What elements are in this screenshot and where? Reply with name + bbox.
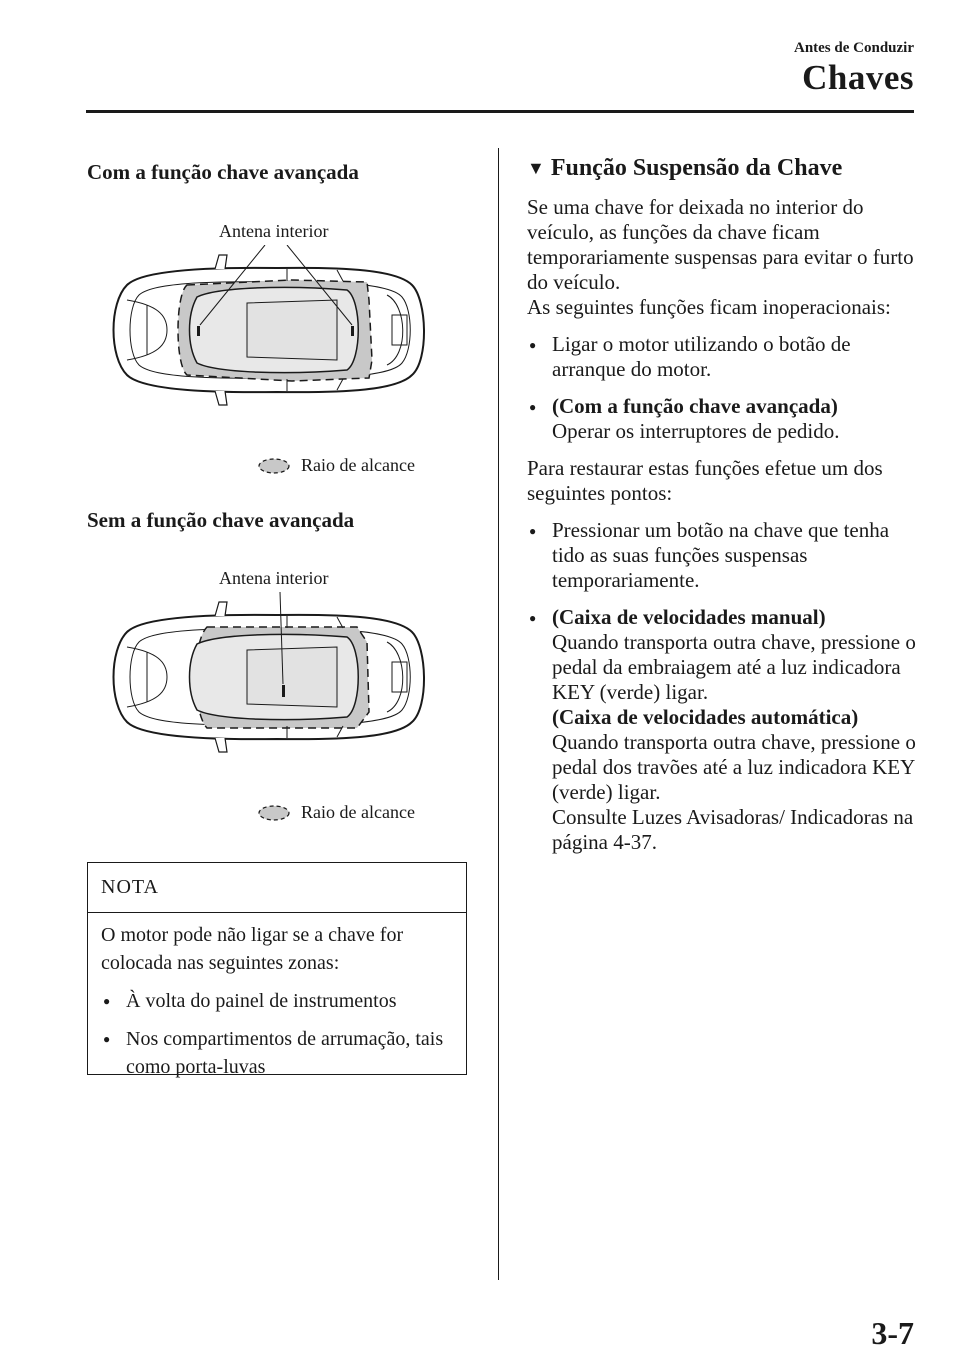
nota-intro: O motor pode não ligar se a chave for colocada nas seguintes zonas: <box>101 924 404 974</box>
diagram1-car-illustration <box>87 245 469 415</box>
diagram2-antenna-label: Antena interior <box>219 568 329 588</box>
diagram2-legend-label: Raio de alcance <box>301 802 415 822</box>
header-title: Chaves <box>802 58 914 97</box>
section-title <box>527 156 917 181</box>
header-section-label: Antes de Conduzir <box>793 40 914 56</box>
list-item: ● Ligar o motor utilizando o botão de arranque do motor. <box>527 332 917 382</box>
column-divider <box>498 148 499 1280</box>
diagram1-heading: Com a função chave avançada <box>87 160 359 184</box>
range-legend-icon <box>257 804 291 822</box>
nota-item: ● À volta do painel de instrumentos <box>101 987 456 1015</box>
range-legend-icon <box>257 457 291 475</box>
list-item: ● (Com a função chave avançada) Operar os interruptores de pedido. <box>527 394 917 444</box>
paragraph: Se uma chave for deixada no interior do veículo, as funções da chave ficam temporariamente suspensas para evitar o furto do veículo. <box>527 195 914 294</box>
diagram2-heading: Sem a função chave avançada <box>87 508 355 532</box>
diagram1-antenna-label: Antena interior <box>219 221 329 241</box>
right-column <box>527 150 917 867</box>
section-title-text: Função Suspensão da Chave <box>550 155 843 181</box>
paragraph: Para restaurar estas funções efetue um dos seguintes pontos: <box>527 456 883 505</box>
nota-title: NOTA <box>88 863 466 913</box>
triangle-down-icon: ▼ <box>527 158 545 178</box>
nota-box <box>87 862 467 1078</box>
diagram1-legend-label: Raio de alcance <box>301 455 415 475</box>
list-item: ● (Caixa de velocidades manual) Quando transporta outra chave, pressione o pedal da embraiagem até a luz indicadora KEY (verde) ligar. (Caixa de velocidades automática) Quando transporta outra chave, pressione o pedal dos travões até a luz indicadora KEY (verde) ligar. Consulte Luzes Avisadoras/ Indicadoras na página 4-37. <box>527 605 917 855</box>
paragraph: As seguintes funções ficam inoperacionais: <box>527 295 891 319</box>
diagram2-car-illustration <box>87 592 469 762</box>
page-number: 3-7 <box>871 1315 914 1351</box>
header-rule <box>86 110 914 113</box>
nota-item: ● Nos compartimentos de arrumação, tais como porta-luvas <box>101 1025 456 1081</box>
list-item: ● Pressionar um botão na chave que tenha tido as suas funções suspensas temporariamente. <box>527 518 917 593</box>
